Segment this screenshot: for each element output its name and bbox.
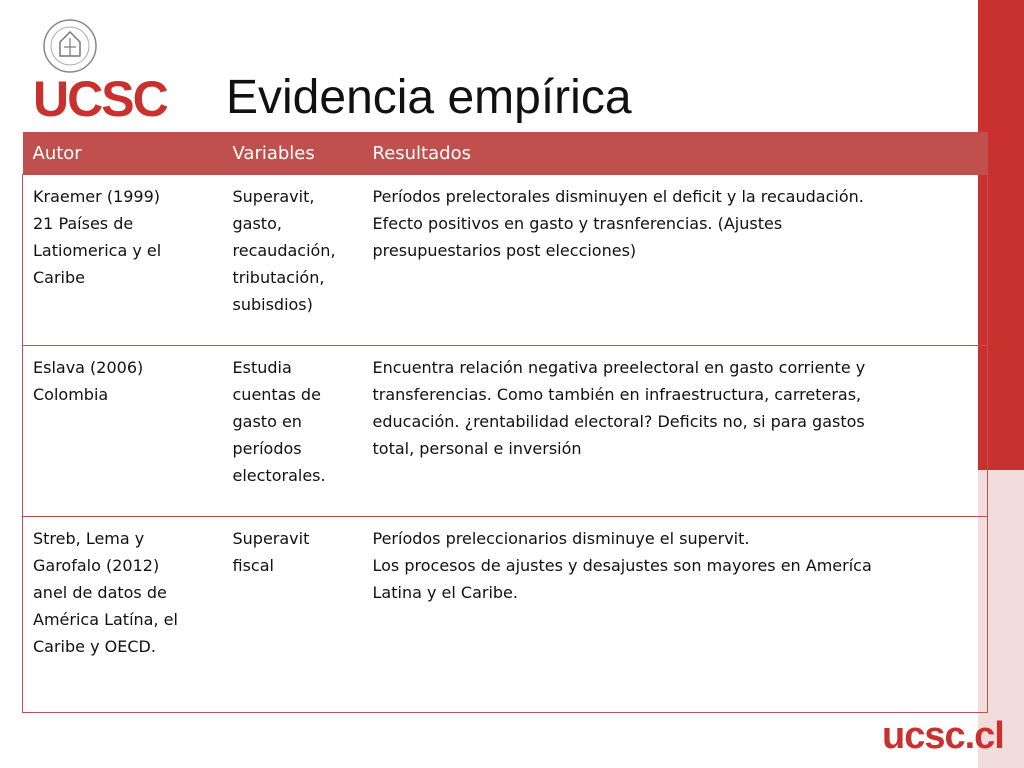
cell-line: tributación,	[232, 268, 325, 287]
evidence-table	[22, 132, 988, 713]
cell-resultados	[363, 517, 988, 713]
cell-line: fiscal	[232, 556, 274, 575]
brand-logo: UCSC	[33, 71, 167, 127]
table-row	[23, 175, 988, 346]
cell-line: Streb, Lema y	[33, 529, 145, 548]
cell-resultados	[363, 175, 988, 346]
cell-autor	[23, 517, 223, 713]
cell-line: Períodos preleccionarios disminuye el supervit.	[372, 529, 750, 548]
slide-title: Evidencia empírica	[226, 71, 632, 124]
cell-variables	[223, 346, 363, 517]
cell-line: recaudación,	[232, 241, 336, 260]
cell-line: Garofalo (2012)	[33, 556, 160, 575]
header-autor: Autor	[23, 132, 223, 175]
cell-line: Caribe y OECD.	[33, 637, 156, 656]
cell-line: Superavit	[232, 529, 310, 548]
cell-line: Latina y el Caribe.	[372, 583, 518, 602]
cell-resultados	[363, 346, 988, 517]
header-resultados: Resultados	[363, 132, 988, 175]
cell-line: Kraemer (1999)	[33, 187, 161, 206]
cell-line: Períodos prelectorales disminuyen el deficit y la recaudación.	[372, 187, 864, 206]
table-row	[23, 346, 988, 517]
cell-line: Colombia	[33, 385, 109, 404]
cell-line: 21 Países de	[33, 214, 134, 233]
cell-variables	[223, 517, 363, 713]
cell-variables	[223, 175, 363, 346]
table-header-row	[23, 132, 988, 175]
cell-line: América Latína, el	[33, 610, 178, 629]
cell-line: Los procesos de ajustes y desajustes son mayores en Ameríca	[372, 556, 872, 575]
cell-line: educación. ¿rentabilidad electoral? Deficits no, si para gastos	[372, 412, 865, 431]
table-row	[23, 517, 988, 713]
cell-line: Latiomerica y el	[33, 241, 162, 260]
cell-line: gasto,	[232, 214, 282, 233]
cell-line: presupuestarios post elecciones)	[372, 241, 637, 260]
footer-brand-url[interactable]: ucsc.cl	[882, 715, 1004, 757]
cell-line: Superavit,	[232, 187, 315, 206]
cell-line: Efecto positivos en gasto y trasnferencias. (Ajustes	[372, 214, 783, 233]
cell-line: Eslava (2006)	[33, 358, 144, 377]
cell-line: Encuentra relación negativa preelectoral en gasto corriente y	[372, 358, 866, 377]
cell-line: transferencias. Como también en infraestructura, carreteras,	[372, 385, 862, 404]
cell-line: electorales.	[232, 466, 326, 485]
cell-line: cuentas de	[232, 385, 321, 404]
cell-line: Caribe	[33, 268, 85, 287]
cell-line: anel de datos de	[33, 583, 167, 602]
cell-line: períodos	[232, 439, 302, 458]
cell-line: Estudia	[232, 358, 292, 377]
cell-autor	[23, 175, 223, 346]
cell-line: gasto en	[232, 412, 302, 431]
university-seal-icon	[42, 18, 98, 74]
header-variables: Variables	[223, 132, 363, 175]
cell-autor	[23, 346, 223, 517]
cell-line: subisdios)	[232, 295, 313, 314]
cell-line: total, personal e inversión	[372, 439, 582, 458]
